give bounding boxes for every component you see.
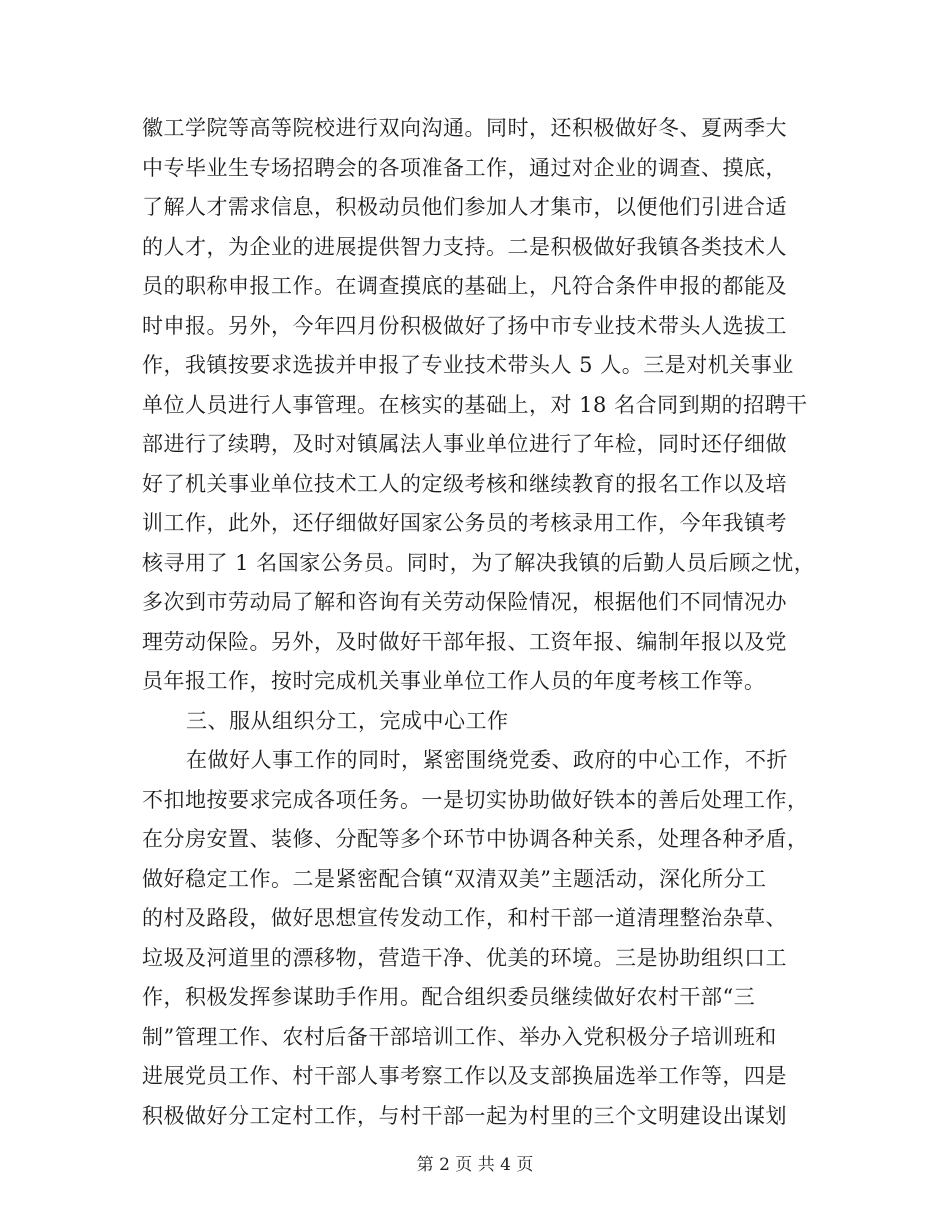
paragraph-line: 时申报。另外，今年四月份积极做好了扬中市专业技术带头人选拔工 [142, 313, 787, 338]
paragraph-line: 员年报工作，按时完成机关事业单位工作人员的年度考核工作等。 [142, 669, 766, 693]
paragraph-line: 在做好人事工作的同时，紧密围绕党委、政府的中心工作，不折 [186, 748, 788, 772]
paragraph-line: 好了机关事业单位技术工人的定级考核和继续教育的报名工作以及培 [142, 471, 787, 496]
section-heading: 三、服从组织分工，完成中心工作 [186, 708, 509, 733]
paragraph-line: 做好稳定工作。二是紧密配合镇“双清双美”主题活动，深化所分工 [142, 866, 767, 891]
document-body [142, 109, 816, 1136]
paragraph-line: 训工作，此外，还仔细做好国家公务员的考核录用工作，今年我镇考 [142, 511, 787, 535]
paragraph-line: 不扣地按要求完成各项任务。一是切实协助做好铁本的善后处理工作， [142, 787, 809, 812]
paragraph-line: 的人才，为企业的进展提供智力支持。二是积极做好我镇各类技术人 [142, 234, 787, 259]
paragraph-line: 多次到市劳动局了解和咨询有关劳动保险情况，根据他们不同情况办 [142, 590, 787, 614]
paragraph-line: 理劳动保险。另外，及时做好干部年报、工资年报、编制年报以及党 [142, 629, 787, 654]
paragraph-line: 徽工学院等高等院校进行双向沟通。同时，还积极做好冬、夏两季大 [142, 116, 787, 140]
paragraph-line: 的村及路段，做好思想宣传发动工作，和村干部一道清理整治杂草、 [142, 906, 787, 930]
paragraph-line: 了解人才需求信息，积极动员他们参加人才集市，以便他们引进合适 [142, 195, 787, 219]
paragraph-line: 单位人员进行人事管理。在核实的基础上，对 18 名合同到期的招聘干 [142, 392, 808, 417]
paragraph-line: 作，我镇按要求选拔并申报了专业技术带头人 5 人。三是对机关事业 [142, 353, 794, 377]
paragraph-line: 员的职称申报工作。在调查摸底的基础上，凡符合条件申报的都能及 [142, 274, 787, 298]
paragraph-line: 部进行了续聘，及时对镇属法人事业单位进行了年检，同时还仔细做 [142, 432, 787, 456]
paragraph-line: 进展党员工作、村干部人事考察工作以及支部换届选举工作等，四是 [142, 1064, 787, 1088]
paragraph-line: 在分房安置、装修、分配等多个环节中协调各种关系，处理各种矛盾， [142, 827, 809, 851]
paragraph-line: 制”管理工作、农村后备干部培训工作、举办入党积极分子培训班和 [142, 1024, 777, 1049]
paragraph-line: 垃圾及河道里的漂移物，营造干净、优美的环境。三是协助组织口工 [142, 945, 787, 970]
paragraph-line: 作，积极发挥参谋助手作用。配合组织委员继续做好农村干部“三 [142, 985, 756, 1009]
paragraph-line: 核寻用了 1 名国家公务员。同时，为了解决我镇的后勤人员后顾之忧， [142, 550, 816, 575]
page-number-footer: 第 2 页 共 4 页 [416, 1155, 534, 1175]
paragraph-line: 积极做好分工定村工作，与村干部一起为村里的三个文明建设出谋划 [142, 1103, 787, 1128]
paragraph-line: 中专毕业生专场招聘会的各项准备工作，通过对企业的调查、摸底， [142, 155, 787, 180]
